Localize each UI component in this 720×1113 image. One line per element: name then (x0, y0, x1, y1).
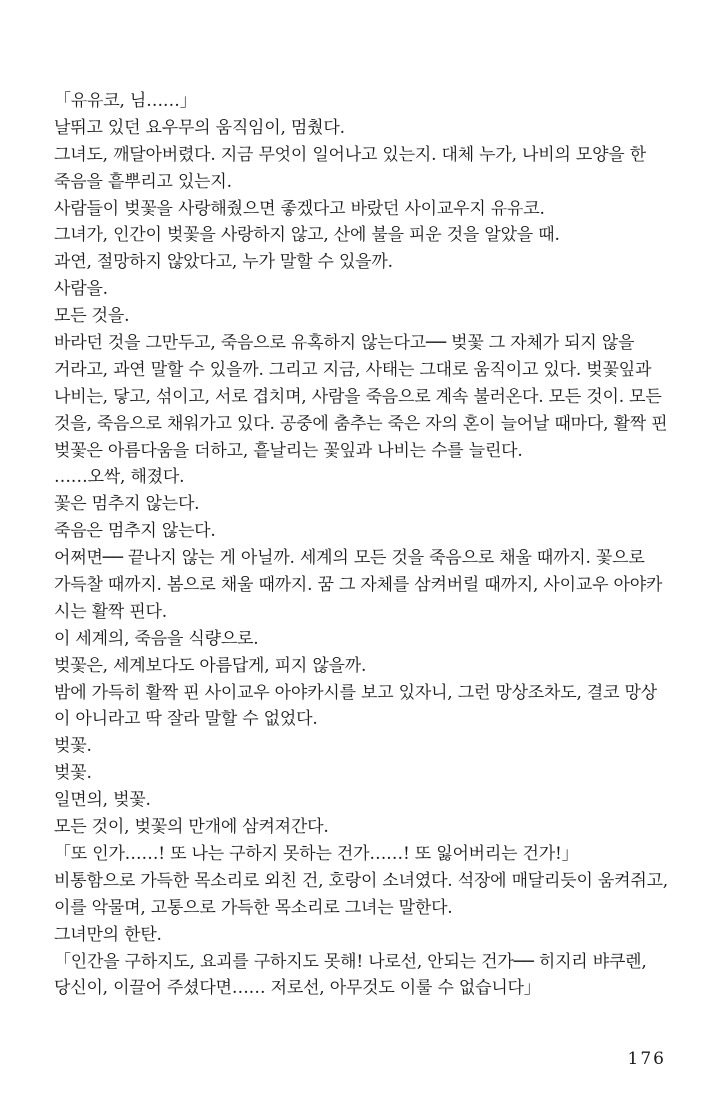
text-line: 어쩌면── 끝나지 않는 게 아닐까. 세계의 모든 것을 죽음으로 채울 때까지. 꽃으로 (54, 548, 645, 569)
text-line: 나비는, 닿고, 섞이고, 서로 겹치며, 사람을 죽음으로 계속 불러온다. 모든 것이. 모든 (54, 386, 662, 407)
text-line: 가득찰 때까지. 봄으로 채울 때까지. 꿈 그 자체를 삼켜버릴 때까지, 사이교우 아야카 (54, 575, 663, 596)
text-line: 밤에 가득히 활짝 핀 사이교우 아야카시를 보고 있자니, 그런 망상조차도, 결코 망상 (54, 682, 657, 703)
text-line: 비통함으로 가득한 목소리로 외친 건, 호랑이 소녀였다. 석장에 매달리듯이 움켜쥐고, (54, 870, 668, 891)
text-line: 당신이, 이끌어 주셨다면…… 저로선, 아무것도 이룰 수 없습니다」 (54, 978, 541, 999)
text-line: 시는 활짝 핀다. (54, 601, 167, 622)
text-line: 이를 악물며, 고통으로 가득한 목소리로 그녀는 말한다. (54, 897, 453, 918)
text-line: 모든 것이, 벚꽃의 만개에 삼켜져간다. (54, 817, 329, 838)
text-line: 꽃은 멈추지 않는다. (54, 494, 200, 515)
text-line: 죽음을 흩뿌리고 있는지. (54, 171, 232, 192)
text-line: 날뛰고 있던 요우무의 움직임이, 멈췄다. (54, 117, 345, 138)
text-line: 거라고, 과연 말할 수 있을까. 그리고 지금, 사태는 그대로 움직이고 있다. 벚꽃잎과 (54, 359, 652, 380)
text-line: 모든 것을. (54, 306, 130, 327)
body-text (54, 88, 674, 1002)
text-line: 그녀도, 깨달아버렸다. 지금 무엇이 일어나고 있는지. 대체 누가, 나비의 모양을 한 (54, 144, 646, 165)
text-line: 그녀가, 인간이 벚꽃을 사랑하지 않고, 산에 불을 피운 것을 알았을 때. (54, 225, 560, 246)
text-line: 벚꽃. (54, 736, 92, 757)
text-line: 「유유코, 님……」 (54, 91, 197, 111)
text-line: 이 아니라고 딱 잘라 말할 수 없었다. (54, 709, 318, 730)
text-line: 사람들이 벚꽃을 사랑해줬으면 좋겠다고 바랐던 사이교우지 유유코. (54, 198, 545, 219)
text-line: 과연, 절망하지 않았다고, 누가 말할 수 있을까. (54, 252, 393, 273)
text-line: 죽음은 멈추지 않는다. (54, 521, 216, 542)
text-line: ……오싹, 해졌다. (54, 467, 185, 488)
text-line: 이 세계의, 죽음을 식량으로. (54, 628, 259, 649)
text-line: 것을, 죽음으로 채워가고 있다. 공중에 춤추는 죽은 자의 혼이 늘어날 때마다, 활짝 핀 (54, 413, 668, 434)
page-number: 176 (627, 1049, 666, 1069)
text-line: 벚꽃. (54, 763, 92, 784)
text-line: 일면의, 벚꽃. (54, 790, 151, 811)
text-line: 「인간을 구하지도, 요괴를 구하지도 못해! 나로선, 안되는 건가── 히지리 뱌쿠렌, (54, 951, 647, 972)
text-line: 벚꽃은, 세계보다도 아름답게, 피지 않을까. (54, 655, 367, 676)
text-line: 바라던 것을 그만두고, 죽음으로 유혹하지 않는다고── 벚꽃 그 자체가 되지 않을 (54, 333, 635, 354)
text-line: 사람을. (54, 279, 108, 300)
text-line: 벚꽃은 아름다움을 더하고, 흩날리는 꽃잎과 나비는 수를 늘린다. (54, 440, 523, 461)
text-line: 그녀만의 한탄. (54, 924, 162, 945)
text-line: 「또 인가……! 또 나는 구하지 못하는 건가……! 또 잃어버리는 건가!」 (54, 843, 579, 864)
